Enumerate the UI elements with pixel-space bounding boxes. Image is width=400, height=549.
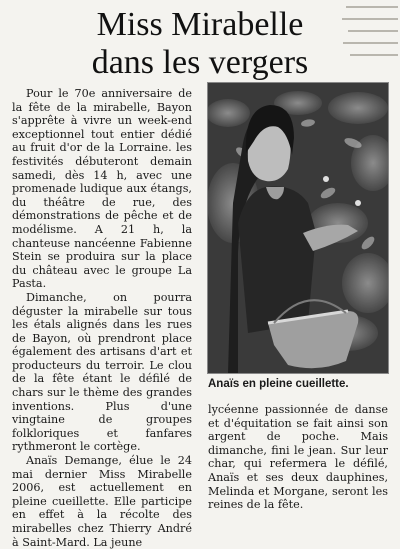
article-headline <box>0 6 400 82</box>
right-column <box>208 403 388 512</box>
paragraph-miss: Anaïs Demange, élue le 24 mai dernier Miss Mirabelle 2006, est actuellement en pleine cueillette. Elle participe en effet à la récolte des mirabelles chez Thierry André à Saint-Mard. La jeune <box>12 454 192 549</box>
article-photo <box>207 82 389 374</box>
photo-picking-illustration <box>208 83 388 373</box>
paragraph-intro: Pour le 70e anniversaire de la fête de la mirabelle, Bayon s'apprête à vivre un week-end exceptionnel tout entier dédié au fruit d'or de la Lorraine. les festivités débuteront demain samedi, dès 14 h, avec une promenade ludique aux étangs, du théâtre de rue, des démonstrations de pêche et de modélisme. A 21 h, la chanteuse nancéenne Fabienne Stein se produira sur la place du château avec le groupe La Pasta. <box>12 87 192 291</box>
left-column <box>12 87 192 549</box>
paragraph-continuation: lycéenne passionnée de danse et d'équitation se fait ainsi son argent de poche. Mais dimanche, fini le jean. Sur leur char, qui refermera le défilé, Anaïs et ses deux dauphines, Melinda et Morgane, seront les reines de la fête. <box>208 403 388 512</box>
headline-line-2: dans les vergers <box>91 44 309 81</box>
paragraph-sunday: Dimanche, on pourra déguster la mirabelle sur tous les étals alignés dans les rues de Bayon, où prendront place également des artisans d'art et producteurs du terroir. Le clou de la fête étant le défilé de chars sur le thème des grandes inventions. Plus d'une vingtaine de groupes folkloriques et fanfares rythmeront le cortège. <box>12 290 192 454</box>
headline-line-1: Miss Mirabelle <box>96 6 304 43</box>
photo-caption: Anaïs en pleine cueillette. <box>208 378 349 390</box>
